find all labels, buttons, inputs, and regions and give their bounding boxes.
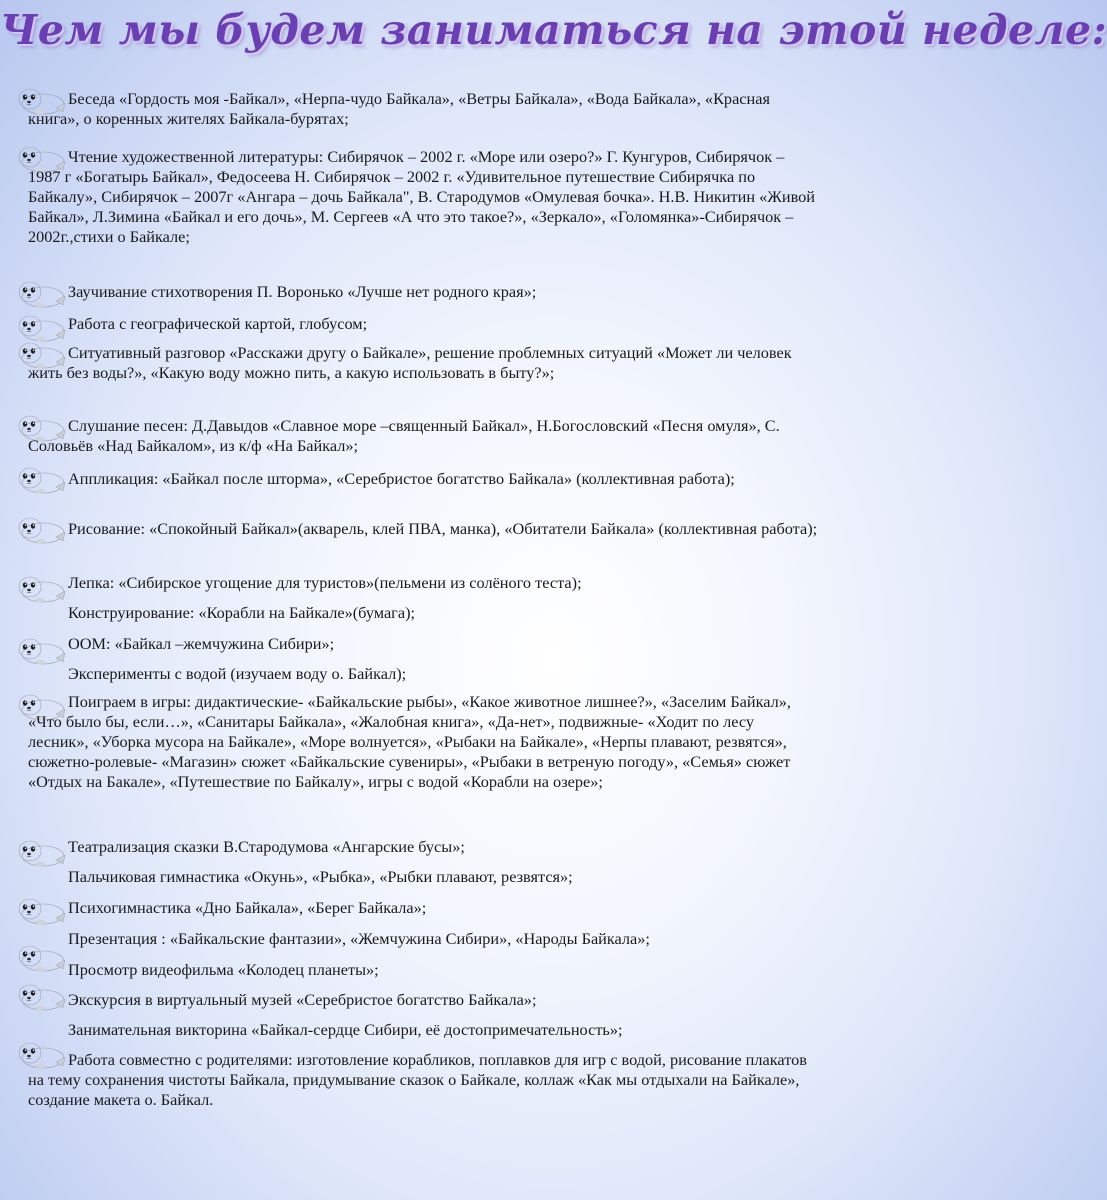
list-item: Пальчиковая гимнастика «Окунь», «Рыбка», «Рыбки плавают, резвятся»; xyxy=(68,867,573,886)
list-item: Театрализация сказки В.Стародумова «Ангарские бусы»; xyxy=(68,837,465,856)
list-item: Занимательная викторина «Байкал-сердце Сибири, её достопримечательность»; xyxy=(68,1020,623,1039)
list-item: Экскурсия в виртуальный музей «Серебристое богатство Байкала»; xyxy=(68,990,537,1009)
list-item: Презентация : «Байкальские фантазии», «Жемчужина Сибири», «Народы Байкала»; xyxy=(68,929,650,948)
list-item: Лепка: «Сибирское угощение для туристов»(пельмени из солёного теста); xyxy=(68,573,582,592)
list-item: Слушание песен: Д.Давыдов «Славное море –священный Байкал», Н.Богословский «Песня омуля», С. Соловьёв «Над Байкалом», из к/ф «На Байкал»; xyxy=(28,416,780,455)
list-item: Поиграем в игры: дидактические- «Байкальские рыбы», «Какое животное лишнее?», «Заселим Байкал», «Что было бы, если…», «Санитары Байкала», «Жалобная книга», «Да-нет», подвижные- «Ходит по лесу лесник», «Уборка мусора на Байкале», «Море волнуется», «Рыбаки на Байкале», «Нерпы плавают, резвятся», сюжетно-ролевые- «Магазин» сюжет «Байкальские сувениры», «Рыбаки в ветреную погоду», «Семья» сюжет «Отдых на Бакале», «Путешествие по Байкалу», игры с водой «Корабли на озере»; xyxy=(28,692,791,791)
list-item: Беседа «Гордость моя -Байкал», «Нерпа-чудо Байкала», «Ветры Байкала», «Вода Байкала», «Красная книга», о коренных жителях Байкала-бурятах; xyxy=(28,89,770,128)
list-item: Ситуативный разговор «Расскажи другу о Байкале», решение проблемных ситуаций «Может ли человек жить без воды?», «Какую воду можно пить, а какую использовать в быту?»; xyxy=(28,343,792,382)
list-item: Рисование: «Спокойный Байкал»(акварель, клей ПВА, манка), «Обитатели Байкала» (коллективная работа); xyxy=(68,519,818,538)
list-item: Работа совместно с родителями: изготовление корабликов, поплавков для игр с водой, рисование плакатов на тему сохранения чистоты Байкала, придумывание сказок о Байкале, коллаж «Как мы отдыхали на Байкале», создание макета о. Байкал. xyxy=(28,1050,807,1109)
list-item: Просмотр видеофильма «Колодец планеты»; xyxy=(68,960,379,979)
list-item: Чтение художественной литературы: Сибирячок – 2002 г. «Море или озеро?» Г. Кунгуров, Сибирячок – 1987 г «Богатырь Байкал», Федосеева Н. Сибирячок – 2002 г. «Удивительное путешествие Сибирячка по Байкалу», Сибирячок – 2007г «Ангара – дочь Байкала", В. Стародумов «Омулевая бочка». Н.В. Никитин «Живой Байкал», Л.Зимина «Байкал и его дочь», М. Сергеев «А что это такое?», «Зеркало», «Голомянка»-Сибирячок – 2002г.,стихи о Байкале; xyxy=(28,147,816,246)
list-item: Психогимнастика «Дно Байкала», «Берег Байкала»; xyxy=(68,898,427,917)
list-item: Заучивание стихотворения П. Воронько «Лучше нет родного края»; xyxy=(68,282,537,301)
list-item: Конструирование: «Корабли на Байкале»(бумага); xyxy=(68,603,416,622)
list-item: Аппликация: «Байкал после шторма», «Серебристое богатство Байкала» (коллективная работа); xyxy=(68,469,735,488)
page-title: Чем мы будем заниматься на этой неделе: xyxy=(0,6,1107,54)
list-item: Работа с географической картой, глобусом; xyxy=(68,314,368,333)
list-item: ООМ: «Байкал –жемчужина Сибири»; xyxy=(68,634,335,653)
list-item: Эксперименты с водой (изучаем воду о. Байкал); xyxy=(68,664,407,683)
